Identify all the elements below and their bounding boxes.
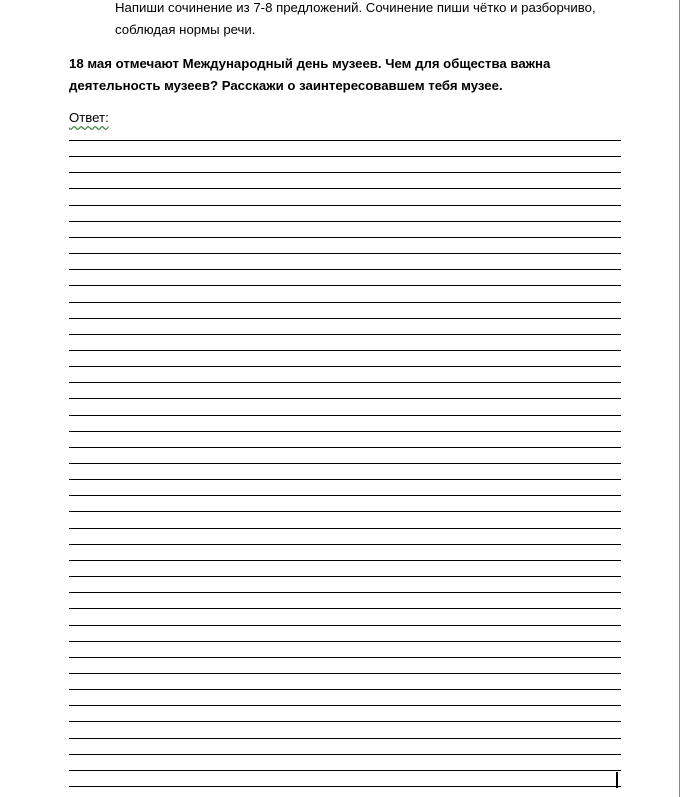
answer-line[interactable]	[69, 495, 621, 496]
answer-line[interactable]	[69, 398, 621, 399]
task-question: 18 мая отмечают Международный день музеев. Чем для общества важна деятельность музеев? Расскажи о заинтересовавшем тебя музее.	[69, 56, 551, 93]
answer-line[interactable]	[69, 156, 621, 157]
answer-line[interactable]	[69, 188, 621, 189]
answer-line[interactable]	[69, 205, 621, 206]
answer-line[interactable]	[69, 673, 621, 674]
answer-line[interactable]	[69, 608, 621, 609]
answer-line[interactable]	[69, 641, 621, 642]
answer-line[interactable]	[69, 754, 621, 755]
answer-line[interactable]	[69, 285, 621, 286]
answer-line[interactable]	[69, 221, 621, 222]
answer-line[interactable]	[69, 366, 621, 367]
answer-line[interactable]	[69, 705, 621, 706]
answer-line[interactable]	[69, 431, 621, 432]
answer-line[interactable]	[69, 625, 621, 626]
answer-line[interactable]	[69, 382, 621, 383]
answer-line[interactable]	[69, 172, 621, 173]
answer-line[interactable]	[69, 657, 621, 658]
answer-line[interactable]	[69, 140, 621, 141]
answer-line[interactable]	[69, 415, 621, 416]
answer-line[interactable]	[69, 770, 621, 771]
answer-label: Ответ:	[69, 110, 109, 125]
answer-line[interactable]	[69, 544, 621, 545]
answer-line[interactable]	[69, 350, 621, 351]
answer-line[interactable]	[69, 318, 621, 319]
answer-lines[interactable]	[69, 0, 621, 797]
answer-line[interactable]	[69, 576, 621, 577]
answer-line[interactable]	[69, 738, 621, 739]
answer-line[interactable]	[69, 479, 621, 480]
answer-line[interactable]	[69, 592, 621, 593]
answer-line[interactable]	[69, 689, 621, 690]
text-cursor	[616, 772, 618, 788]
answer-line[interactable]	[69, 447, 621, 448]
answer-line[interactable]	[69, 721, 621, 722]
answer-line[interactable]	[69, 463, 621, 464]
answer-line[interactable]	[69, 253, 621, 254]
instruction-text: Напиши сочинение из 7-8 предложений. Сочинение пиши чётко и разборчиво, соблюдая нормы речи.	[115, 0, 596, 37]
answer-line[interactable]	[69, 786, 621, 787]
answer-line[interactable]	[69, 269, 621, 270]
answer-line[interactable]	[69, 237, 621, 238]
page-gutter	[680, 0, 689, 797]
answer-line[interactable]	[69, 560, 621, 561]
answer-line[interactable]	[69, 302, 621, 303]
answer-line[interactable]	[69, 334, 621, 335]
answer-line[interactable]	[69, 528, 621, 529]
answer-line[interactable]	[69, 511, 621, 512]
